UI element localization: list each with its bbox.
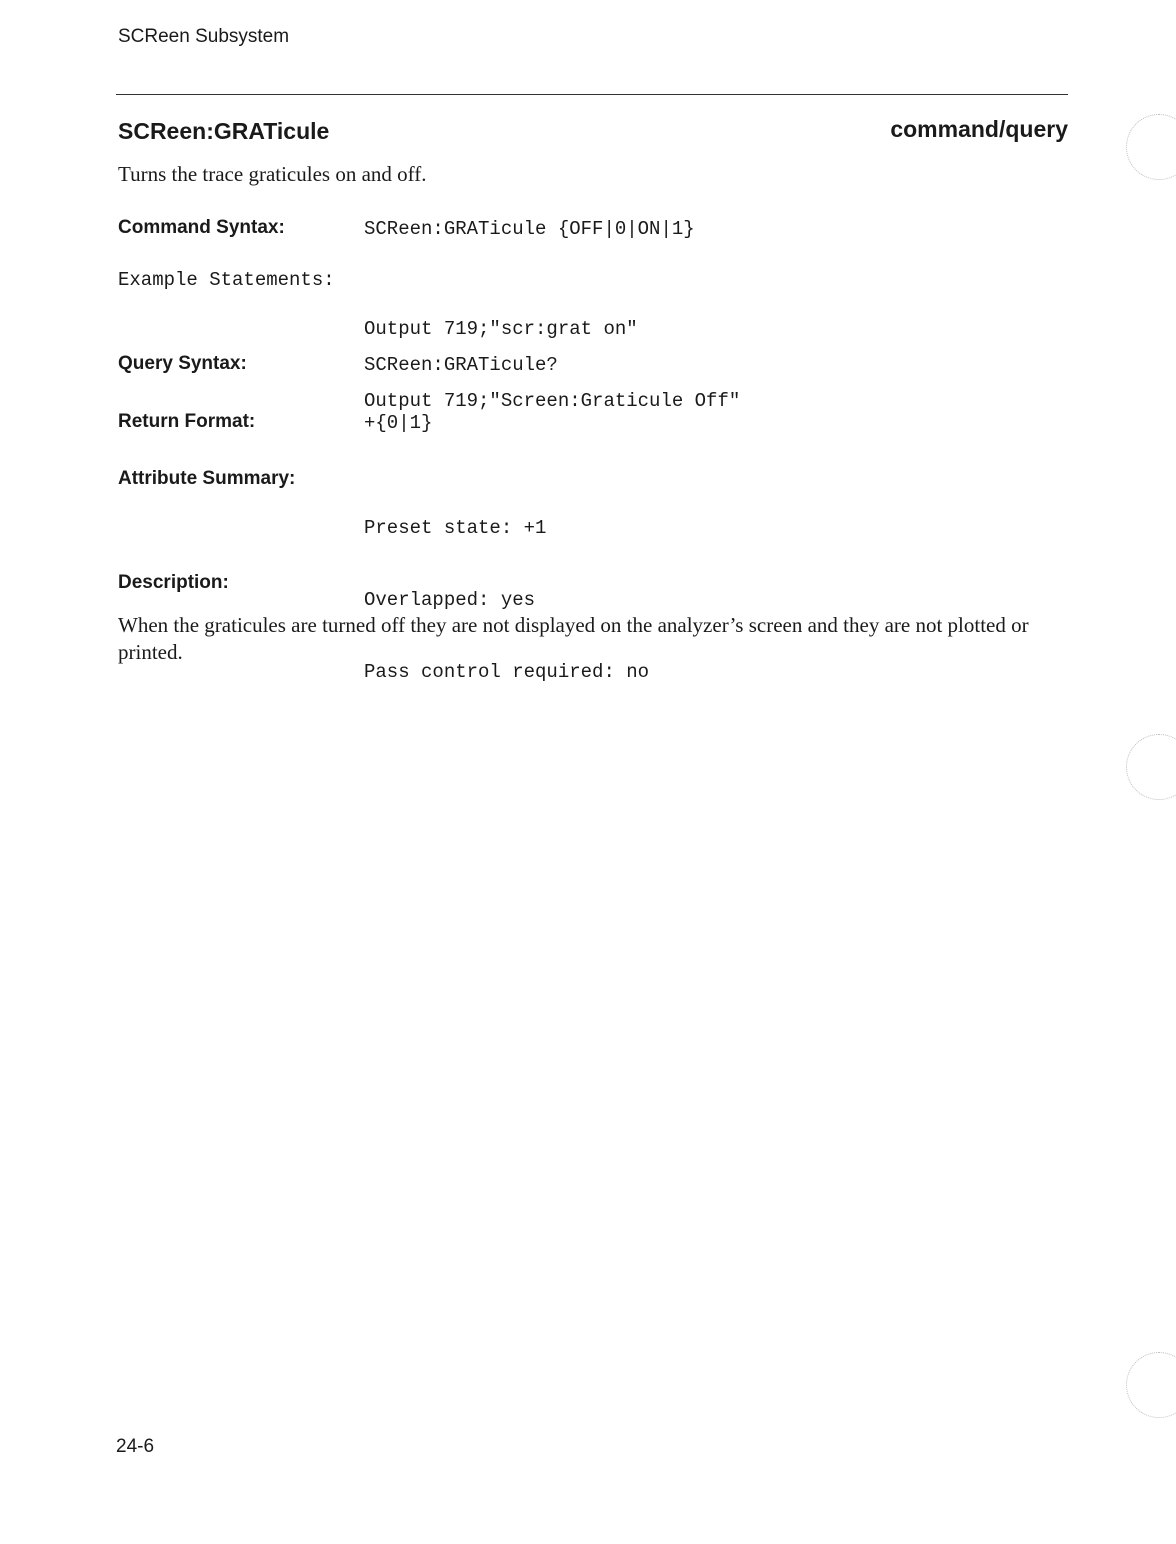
- command-type: command/query: [890, 116, 1068, 142]
- command-syntax-label: Command Syntax:: [118, 217, 285, 238]
- example-line: Output 719;"Screen:Graticule Off": [364, 390, 741, 412]
- page-number: 24-6: [116, 1436, 155, 1457]
- attribute-line: Pass control required: no: [364, 661, 650, 683]
- query-syntax-value: SCReen:GRATicule?: [364, 354, 558, 376]
- running-head: SCReen Subsystem: [118, 26, 290, 47]
- description-label: Description:: [118, 572, 229, 593]
- attribute-summary-label: Attribute Summary:: [118, 468, 296, 489]
- description-text: When the graticules are turned off they are not displayed on the analyzer’s screen and they are not plotted or printed.: [118, 613, 1029, 664]
- header-rule: [116, 94, 1068, 95]
- query-syntax-label: Query Syntax:: [118, 353, 247, 374]
- attribute-line: Preset state: +1: [364, 517, 547, 539]
- command-syntax-value: SCReen:GRATicule {OFF|0|ON|1}: [364, 218, 695, 240]
- command-intro: Turns the trace graticules on and off.: [118, 162, 427, 186]
- return-format-label: Return Format:: [118, 411, 256, 432]
- example-statements-label: Example Statements:: [118, 269, 335, 291]
- command-title: SCReen:GRATicule: [118, 118, 330, 144]
- attribute-summary-value: [364, 468, 649, 708]
- punch-hole: [1126, 114, 1176, 180]
- punch-hole: [1126, 1352, 1176, 1418]
- attribute-line: Overlapped: yes: [364, 589, 536, 611]
- example-line: Output 719;"scr:grat on": [364, 318, 638, 340]
- punch-hole: [1126, 734, 1176, 800]
- return-format-value: +{0|1}: [364, 412, 433, 434]
